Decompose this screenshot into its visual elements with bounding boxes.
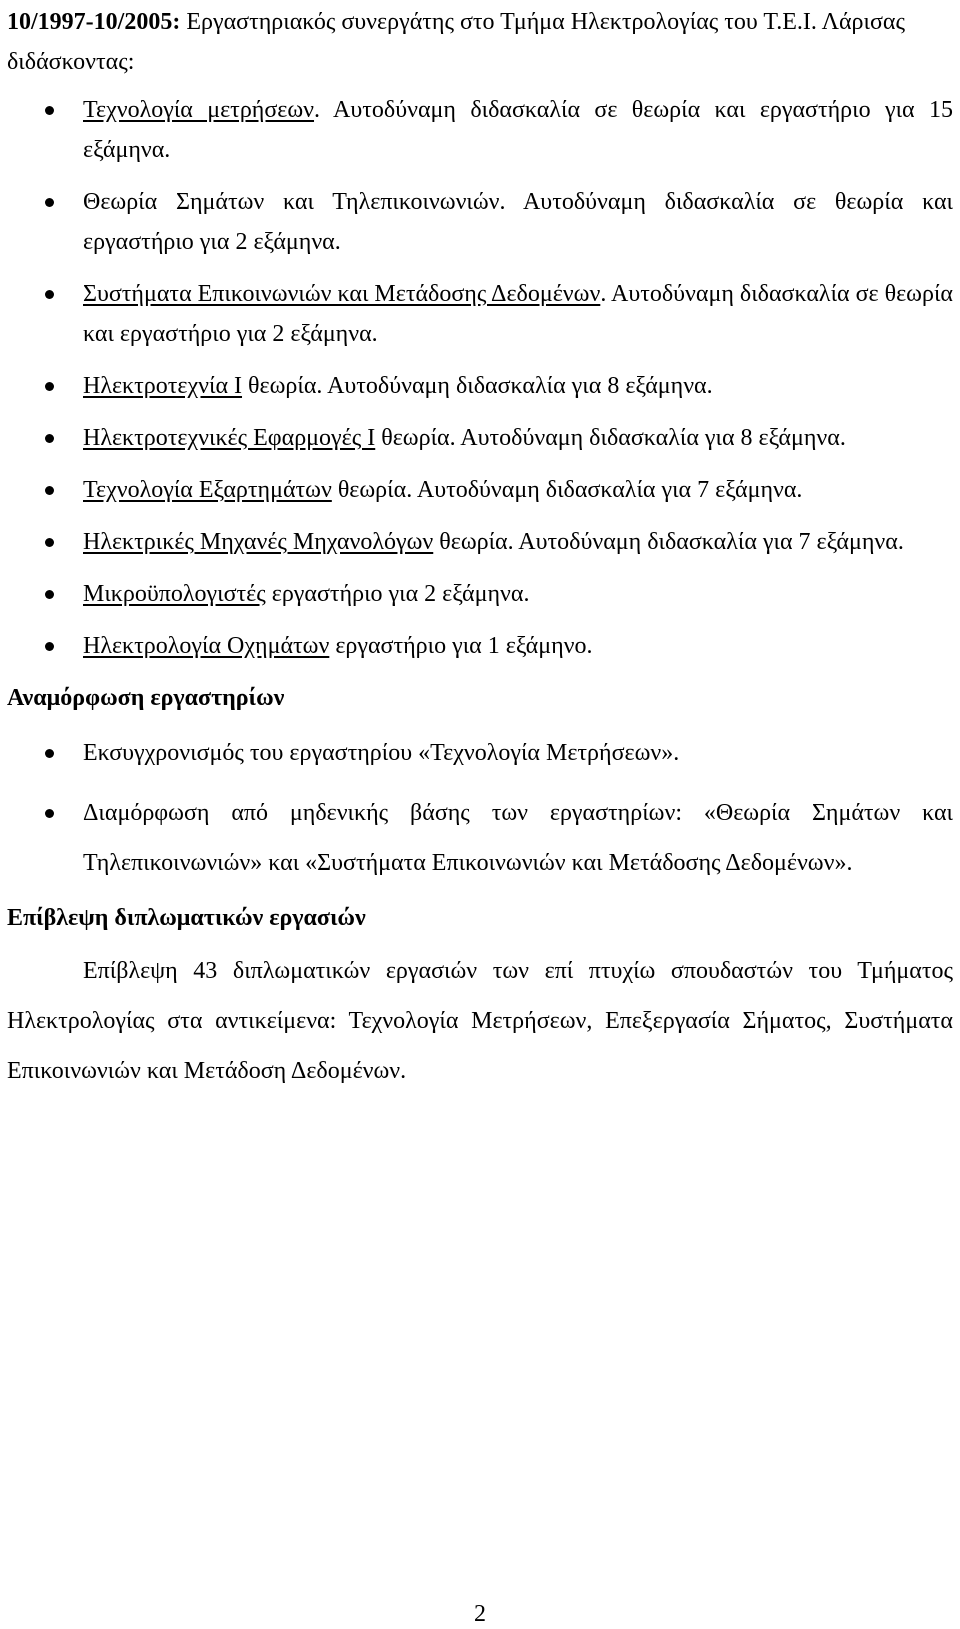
labs-list	[7, 728, 953, 888]
courses-list	[7, 90, 953, 666]
course-details: . Αυτοδύναμη διδασκαλία σε θεωρία και εργαστήριο για 2 εξάμηνα.	[83, 281, 953, 347]
course-name: Τεχνολογία Εξαρτημάτων	[83, 477, 332, 503]
page-number: 2	[474, 1601, 486, 1627]
list-item: Εκσυγχρονισμός του εργαστηρίου «Τεχνολογία Μετρήσεων».	[7, 728, 953, 778]
labs-heading: Αναμόρφωση εργαστηρίων	[7, 685, 285, 711]
list-item	[7, 90, 953, 170]
course-name: Ηλεκτρολογία Οχημάτων	[83, 633, 330, 659]
theses-paragraph: Επίβλεψη 43 διπλωματικών εργασιών των επί πτυχίω σπουδαστών του Τμήματος Ηλεκτρολογίας στα αντικείμενα: Τεχνολογία Μετρήσεων, Επεξεργασία Σήματος, Συστήματα Επικοινωνιών και Μετάδοση Δεδομένων.	[7, 958, 953, 1084]
course-name: Τεχνολογία μετρήσεων	[83, 97, 315, 123]
theses-heading: Επίβλεψη διπλωματικών εργασιών	[7, 905, 366, 931]
list-item: Διαμόρφωση από μηδενικής βάσης των εργαστηρίων: «Θεωρία Σημάτων και Τηλεπικοινωνιών» και «Συστήματα Επικοινωνιών και Μετάδοσης Δεδομένων».	[7, 788, 953, 888]
course-name: Ηλεκτρικές Μηχανές Μηχανολόγων	[83, 529, 434, 555]
list-item	[7, 470, 953, 510]
course-details: θεωρία. Αυτοδύναμη διδασκαλία για 7 εξάμηνα.	[331, 477, 803, 503]
intro-paragraph	[7, 2, 953, 82]
document-page	[7, 0, 953, 1096]
course-details: θεωρία. Αυτοδύναμη διδασκαλία για 7 εξάμηνα.	[433, 529, 904, 555]
list-item	[7, 626, 953, 666]
intro-text: Εργαστηριακός συνεργάτης στο Τμήμα Ηλεκτρολογίας του Τ.Ε.Ι. Λάρισας διδάσκοντας:	[7, 9, 906, 75]
list-item	[7, 182, 953, 262]
course-name: Ηλεκτροτεχνικές Εφαρμογές Ι	[83, 425, 376, 451]
list-item	[7, 574, 953, 614]
course-details: θεωρία. Αυτοδύναμη διδασκαλία για 8 εξάμηνα.	[375, 425, 846, 451]
intro-period: 10/1997-10/2005:	[7, 9, 181, 35]
course-details: εργαστήριο για 2 εξάμηνα.	[265, 581, 530, 607]
course-name: Μικροϋπολογιστές	[83, 581, 266, 607]
course-details: εργαστήριο για 1 εξάμηνο.	[329, 633, 593, 659]
list-item	[7, 522, 953, 562]
list-item	[7, 274, 953, 354]
course-details: θεωρία. Αυτοδύναμη διδασκαλία για 8 εξάμηνα.	[242, 373, 713, 399]
course-name: Συστήματα Επικοινωνιών και Μετάδοσης Δεδομένων	[83, 281, 601, 307]
course-details: . Αυτοδύναμη διδασκαλία σε θεωρία και εργαστήριο για 15 εξάμηνα.	[83, 97, 953, 163]
course-name: Ηλεκτροτεχνία Ι	[83, 373, 243, 399]
list-item	[7, 366, 953, 406]
list-item	[7, 418, 953, 458]
course-details: Θεωρία Σημάτων και Τηλεπικοινωνιών. Αυτοδύναμη διδασκαλία σε θεωρία και εργαστήριο για 2 εξάμηνα.	[83, 189, 953, 255]
